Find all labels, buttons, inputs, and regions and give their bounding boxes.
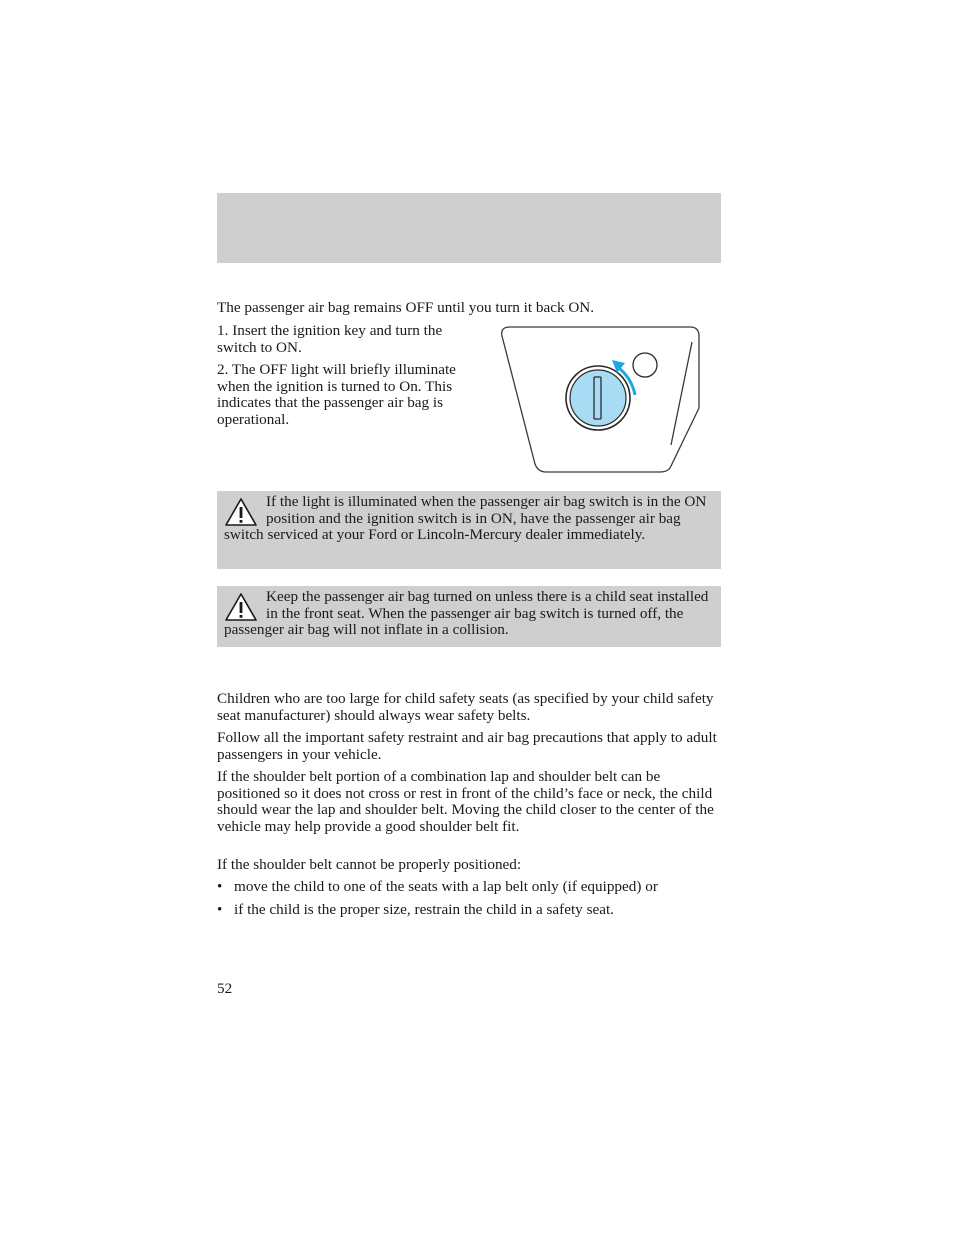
list-item: [217, 902, 727, 919]
warning-box: [217, 586, 721, 647]
air-bag-switch-key-icon: [496, 322, 704, 476]
warning-text: Keep the passenger air bag turned on unless there is a child seat installed in the front seat. When the passenger air bag switch is turned off, the passenger air bag will not inflate in a collision.: [224, 588, 709, 638]
list-item-text: if the child is the proper size, restrain the child in a safety seat.: [234, 901, 614, 918]
body-paragraph: If the shoulder belt cannot be properly positioned:: [217, 856, 522, 873]
step-1-text: 1. Insert the ignition key and turn the switch to ON.: [217, 322, 443, 356]
step-2-text: 2. The OFF light will briefly illuminate when the ignition is turned to On. This indicates that the passenger air bag is operational.: [217, 361, 456, 428]
warning-text: If the light is illuminated when the passenger air bag switch is in the ON position and the ignition switch is in ON, have the passenger air bag switch serviced at your Ford or Lincoln-Mercury dealer immediately.: [224, 493, 707, 543]
list-item-text: move the child to one of the seats with a lap belt only (if equipped) or: [234, 878, 658, 895]
body-paragraph: Children who are too large for child safety seats (as specified by your child safety seat manufacturer) should always wear safety belts.: [217, 690, 714, 724]
warning-triangle-icon: [224, 592, 258, 622]
warning-triangle-icon: [224, 497, 258, 527]
bullet-icon: •: [217, 901, 223, 918]
section-header-band: [217, 193, 721, 263]
page-number: 52: [217, 980, 233, 997]
body-paragraph: Follow all the important safety restraint and air bag precautions that apply to adult passengers in your vehicle.: [217, 729, 717, 763]
bullet-icon: •: [217, 878, 223, 895]
list-item: [217, 879, 727, 896]
warning-box: [217, 491, 721, 569]
body-paragraph: If the shoulder belt portion of a combination lap and shoulder belt can be positioned so it does not cross or rest in front of the child’s face or neck, the child should wear the lap and shoulder belt. Moving the child closer to the center of the vehicle may help provide a good shoulder belt fit.: [217, 768, 714, 835]
intro-paragraph: The passenger air bag remains OFF until you turn it back ON.: [217, 299, 595, 316]
